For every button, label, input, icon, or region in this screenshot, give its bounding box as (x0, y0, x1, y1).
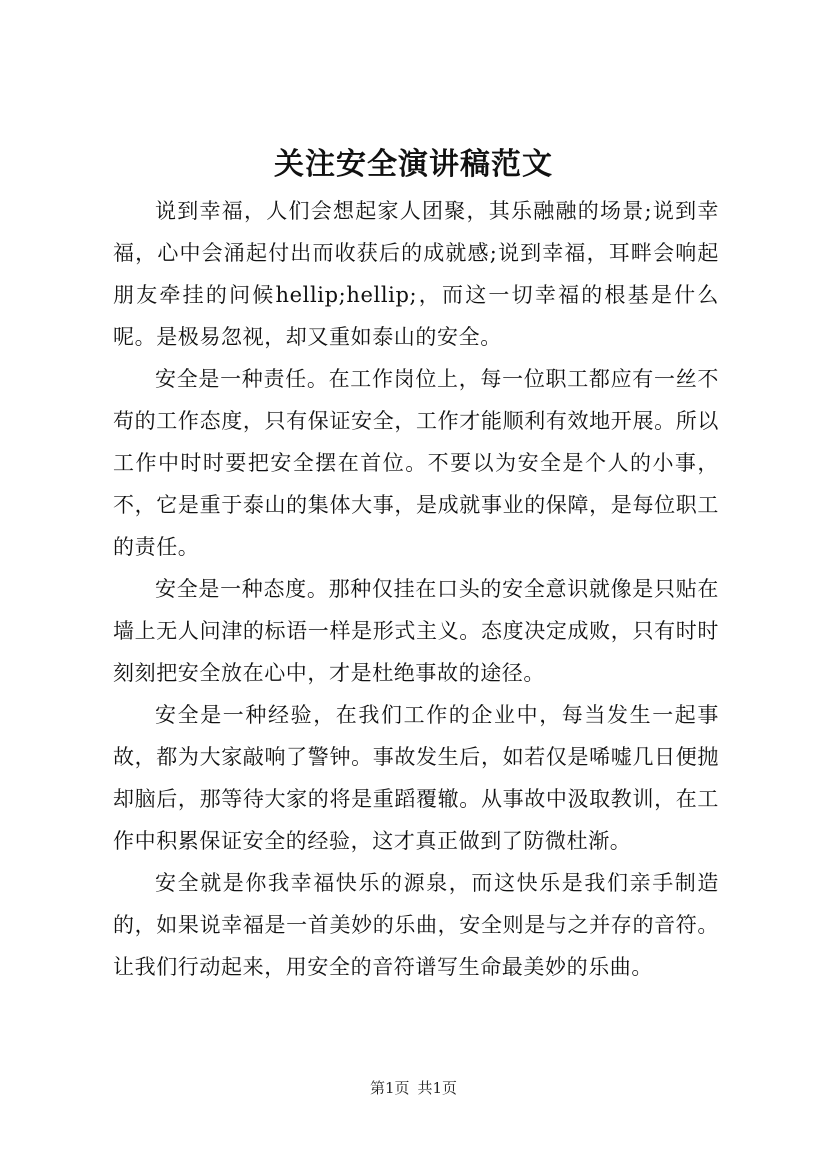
document-body (113, 190, 719, 988)
document-title: 关注安全演讲稿范文 (274, 147, 553, 182)
page-footer (0, 1078, 827, 1098)
page-number: 第1页 (369, 1079, 410, 1097)
paragraph: 安全是一种经验，在我们工作的企业中，每当发生一起事故，都为大家敲响了警钟。事故发生后，如若仅是唏嘘几日便抛却脑后，那等待大家的将是重蹈覆辙。从事故中汲取教训，在工作中积累保证安全的经验，这才真正做到了防微杜渐。 (113, 703, 719, 853)
paragraph: 安全是一种态度。那种仅挂在口头的安全意识就像是只贴在墙上无人问津的标语一样是形式主义。态度决定成败，只有时时刻刻把安全放在心中，才是杜绝事故的途径。 (113, 577, 719, 685)
paragraph: 安全是一种责任。在工作岗位上，每一位职工都应有一丝不苟的工作态度，只有保证安全，工作才能顺利有效地开展。所以工作中时时要把安全摆在首位。不要以为安全是个人的小事，不，它是重于泰山的集体大事，是成就事业的保障，是每位职工的责任。 (113, 367, 719, 559)
paragraph: 说到幸福，人们会想起家人团聚，其乐融融的场景;说到幸福，心中会涌起付出而收获后的成就感;说到幸福，耳畔会响起朋友牵挂的问候hellip;hellip;，而这一切幸福的根基是什么呢。是极易忽视，却又重如泰山的安全。 (113, 199, 719, 349)
paragraph: 安全就是你我幸福快乐的源泉，而这快乐是我们亲手制造的，如果说幸福是一首美妙的乐曲，安全则是与之并存的音符。让我们行动起来，用安全的音符谱写生命最美妙的乐曲。 (113, 871, 719, 979)
page-total: 共1页 (417, 1079, 458, 1097)
